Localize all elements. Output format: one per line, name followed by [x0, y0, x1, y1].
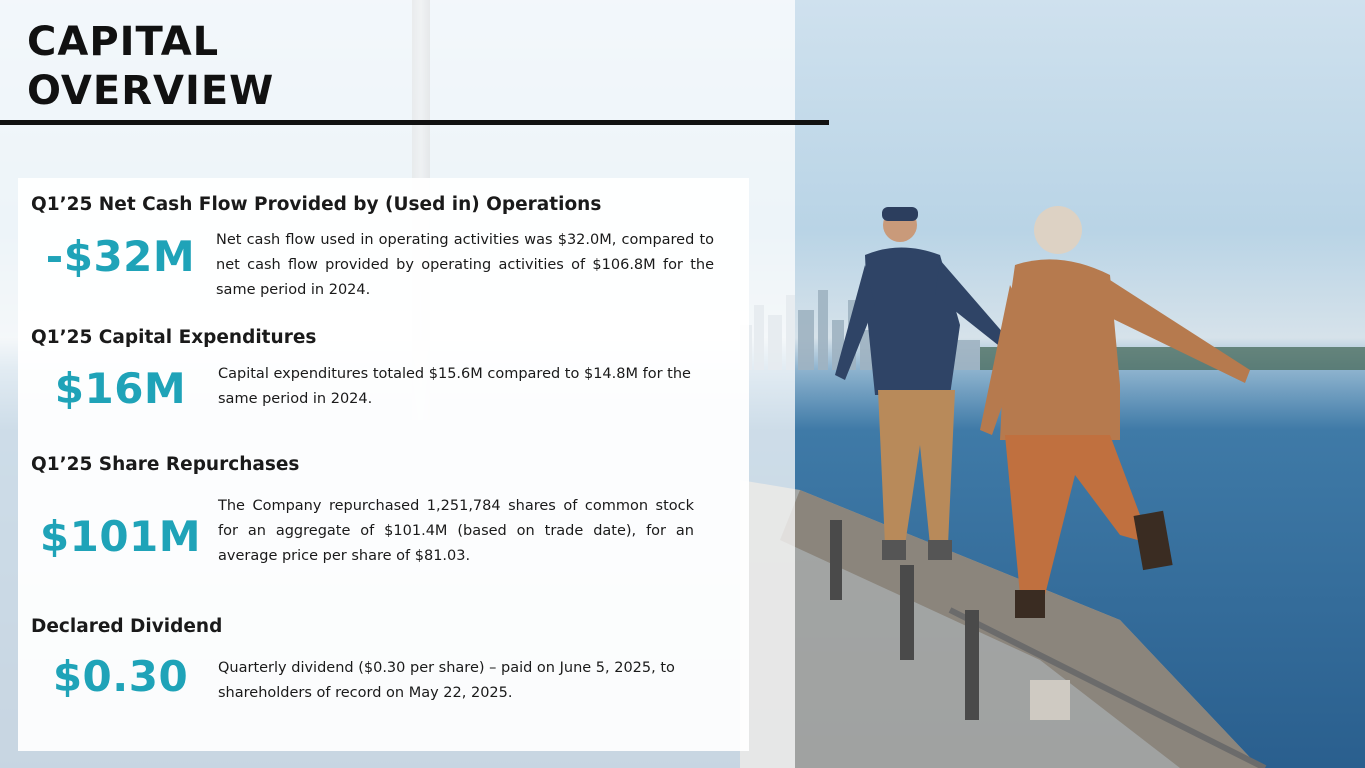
declared-dividend-value: $0.30: [52, 652, 189, 701]
declared-dividend-description: Quarterly dividend ($0.30 per share) – paid on June 5, 2025, to shareholders of record on May 22, 2025.: [218, 660, 675, 701]
declared-dividend-heading: Declared Dividend: [31, 616, 223, 637]
operations-cash-flow-value: -$32M: [45, 232, 196, 281]
capital-expenditures-description: Capital expenditures totaled $15.6M compared to $14.8M for the same period in 2024.: [218, 366, 691, 407]
page-title: [27, 18, 274, 116]
capital-expenditures-heading: Q1’25 Capital Expenditures: [31, 327, 317, 348]
operations-cash-flow-description: Net cash flow used in operating activities was $32.0M, compared to net cash flow provided by operating activities of $106.8M for the same period in 2024.: [216, 232, 714, 298]
share-repurchases-heading: Q1’25 Share Repurchases: [31, 454, 300, 475]
title-divider: [0, 120, 829, 125]
page-title-line-1: CAPITAL: [27, 19, 220, 65]
capital-metrics-panel: [18, 178, 749, 751]
share-repurchases-value: $101M: [39, 512, 202, 561]
capital-expenditures-value: $16M: [54, 364, 187, 413]
page-title-line-2: OVERVIEW: [27, 68, 275, 114]
people-walking-image: [820, 195, 1280, 635]
share-repurchases-description: The Company repurchased 1,251,784 shares of common stock for an aggregate of $101.4M (based on trade date), for an average price per share of $81.03.: [218, 498, 694, 564]
operations-cash-flow-heading: Q1’25 Net Cash Flow Provided by (Used in) Operations: [31, 194, 602, 215]
